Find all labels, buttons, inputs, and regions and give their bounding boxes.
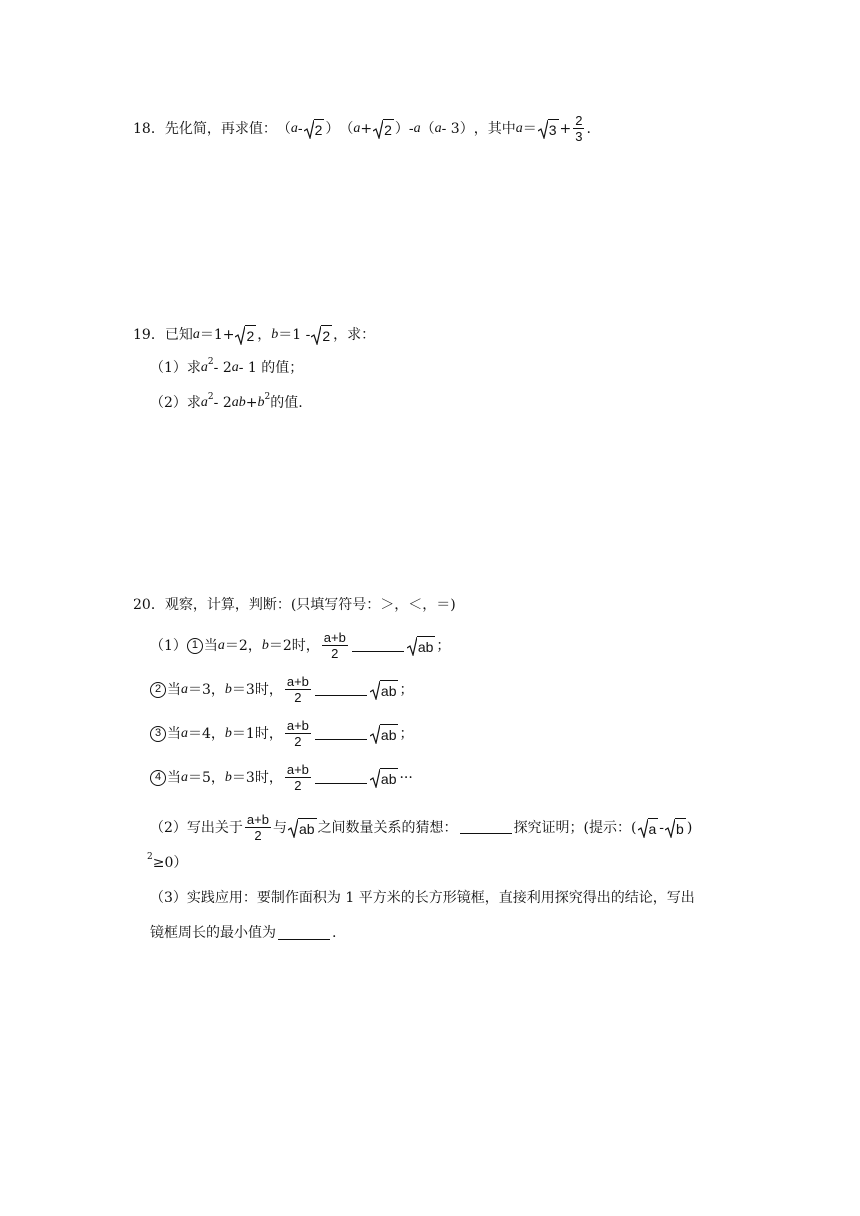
sqrt-symbol: 2 xyxy=(373,119,394,139)
q19-number: 19． xyxy=(133,327,165,343)
sqrt-symbol: ab xyxy=(407,636,436,656)
fraction-a-plus-b-over-2: $\frac{a+b}{2}$ xyxy=(286,718,309,749)
sqrt-symbol: 2 xyxy=(235,325,256,345)
q20-case-4: 4 当 a ＝ 5 ， b ＝ 3 时， $\frac{a+b}{2}$ ab ··· xyxy=(150,762,413,793)
q20-case-1: （1） 1 当 a ＝ 2 ， b ＝ 2 时， $\frac{a+b}{2}$ ab ； xyxy=(150,630,451,661)
sqrt-symbol: 2 xyxy=(304,119,325,139)
circled-number-1: 1 xyxy=(187,638,203,654)
answer-blank[interactable] xyxy=(352,639,404,652)
q20-number: 20． xyxy=(133,597,165,613)
q20-line xyxy=(133,598,456,612)
circled-number-3: 3 xyxy=(150,726,166,742)
sqrt-symbol: ab xyxy=(288,818,317,838)
q20-part-3-cont: 镜框周长的最小值为 . xyxy=(150,925,337,941)
circled-number-4: 4 xyxy=(150,770,166,786)
fraction-a-plus-b-over-2: $\frac{a+b}{2}$ xyxy=(323,630,346,661)
answer-blank[interactable] xyxy=(315,683,367,696)
q20-part-3: （3）实践应用：要制作面积为 1 平方米的长方形镜框，直接利用探究得出的结论，写出 xyxy=(150,890,695,906)
sqrt-symbol: a xyxy=(638,818,659,838)
sqrt-symbol: ab xyxy=(370,724,399,744)
sqrt-symbol: b xyxy=(665,818,686,838)
answer-blank[interactable] xyxy=(278,927,330,940)
answer-blank[interactable] xyxy=(460,821,512,834)
fraction-a-plus-b-over-2: $\frac{a+b}{2}$ xyxy=(286,674,309,705)
answer-blank[interactable] xyxy=(315,727,367,740)
circled-number-2: 2 xyxy=(150,682,166,698)
q20-case-2: 2 当 a ＝ 3 ， b ＝ 3 时， $\frac{a+b}{2}$ ab ； xyxy=(150,674,413,705)
fraction-a-plus-b-over-2: $\frac{a+b}{2}$ xyxy=(286,762,309,793)
q20-part-2: （2）写出关于 $\frac{a+b}{2}$ 与 ab 之间数量关系的猜想： 探究证明；(提示：( a - b ) xyxy=(150,812,693,843)
fraction-a-plus-b-over-2: $\frac{a+b}{2}$ xyxy=(246,812,269,843)
sqrt-symbol: 2 xyxy=(311,325,332,345)
fraction-two-thirds: $\frac{2}{3}$ xyxy=(575,113,583,144)
answer-blank[interactable] xyxy=(315,771,367,784)
q19-sub1: （1）求 a $^2$ - 2 a - 1 的值； xyxy=(150,356,304,376)
sqrt-symbol: ab xyxy=(370,768,399,788)
q20-case-3: 3 当 a ＝ 4 ， b ＝ 1 时， $\frac{a+b}{2}$ ab ； xyxy=(150,718,413,749)
sqrt-symbol: 3 xyxy=(538,119,559,139)
q19-sub2: （2）求 a $^2$ - 2 ab + b $^2$ 的值. xyxy=(150,391,303,411)
q20-lead: 观察，计算，判断：(只填写符号：＞，＜，＝) xyxy=(164,597,456,613)
sqrt-symbol: ab xyxy=(370,680,399,700)
q18-lead: 先化简，再求值： xyxy=(164,120,277,137)
q18-line: 18． 先化简，再求值： （ a - 2 ） （ a + 2 ） - a （ a - 3） ，其中 a ＝ 3 + $\frac{2}{3}$ . xyxy=(133,113,591,144)
q18-number: 18． xyxy=(133,120,165,137)
q20-part-2-cont: $^2$ ≥0） xyxy=(147,851,188,871)
q19-line: 19． 已知 a ＝1+ 2 ， b ＝1 - 2 ，求： xyxy=(133,327,376,344)
